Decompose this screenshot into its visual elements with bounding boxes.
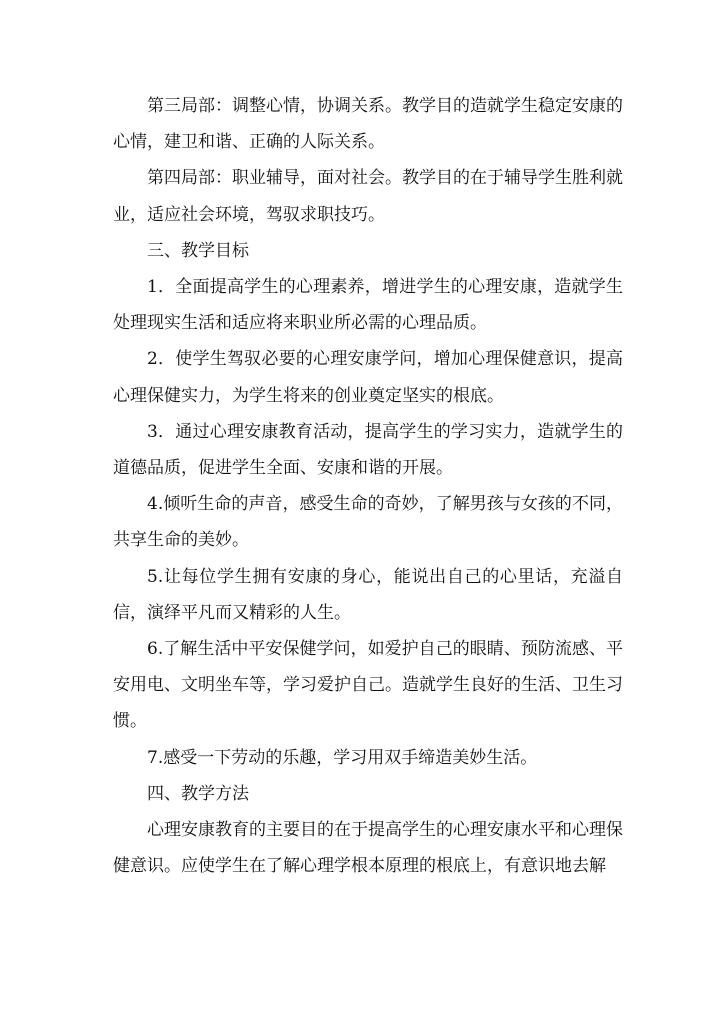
goal-item-3: 3．通过心理安康教育活动，提高学生的学习实力，造就学生的道德品质，促进学生全面、安康和谐的开展。 <box>113 421 623 479</box>
paragraph-part-three: 第三局部：调整心情，协调关系。教学目的造就学生稳定安康的心情，建卫和谐、正确的人际关系。 <box>113 96 623 153</box>
goal-item-6: 6.了解生活中平安保健学问，如爱护自己的眼睛、预防流感、平安用电、文明坐车等，学习爱护自己。造就学生良好的生活、卫生习惯。 <box>113 639 623 732</box>
goal-item-2: 2．使学生驾驭必要的心理安康学问，增加心理保健意识，提高心理保健实力，为学生将来的创业奠定坚实的根底。 <box>113 349 623 406</box>
section-heading-teaching-methods: 四、教学方法 <box>147 783 249 804</box>
document-body <box>113 88 623 884</box>
section-heading-teaching-goals: 三、教学目标 <box>147 240 249 261</box>
goal-item-4: 4.倾听生命的声音，感受生命的奇妙，了解男孩与女孩的不同，共享生命的美妙。 <box>113 494 623 551</box>
goal-item-1: 1．全面提高学生的心理素养，增进学生的心理安康，造就学生处理现实生活和适应将来职业所必需的心理品质。 <box>113 277 623 334</box>
goal-item-7: 7.感受一下劳动的乐趣，学习用双手缔造美妙生活。 <box>147 747 538 768</box>
paragraph-part-four: 第四局部：职业辅导，面对社会。教学目的在于辅导学生胜利就业，适应社会环境，驾驭求职技巧。 <box>113 168 623 225</box>
paragraph-methods-intro: 心理安康教育的主要目的在于提高学生的心理安康水平和心理保健意识。应使学生在了解心理学根本原理的根底上，有意识地去解 <box>113 820 623 877</box>
goal-item-5: 5.让每位学生拥有安康的身心，能说出自己的心里话，充溢自信，演绎平凡而又精彩的人生。 <box>113 566 623 623</box>
